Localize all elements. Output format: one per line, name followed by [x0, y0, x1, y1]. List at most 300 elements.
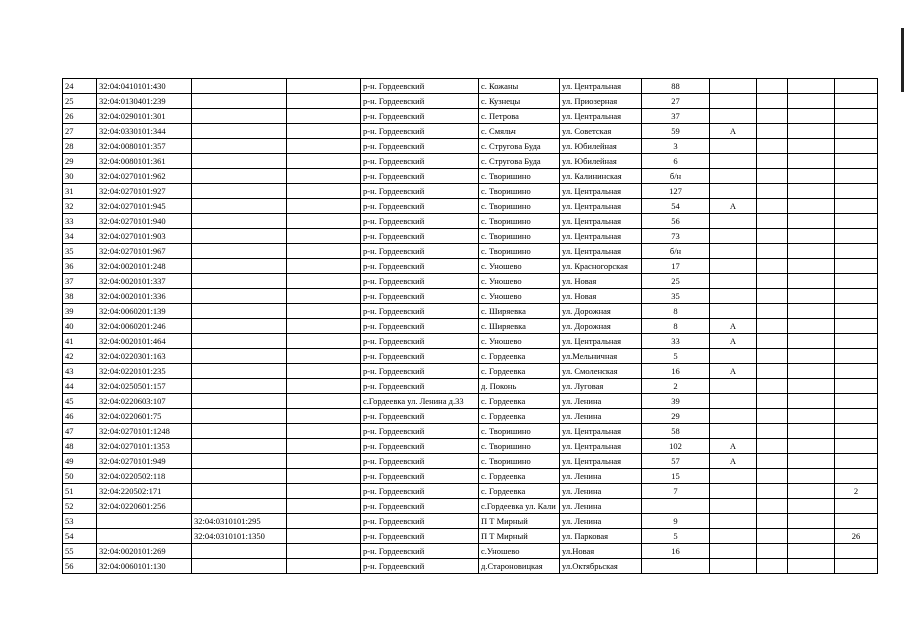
empty-cell — [757, 484, 788, 499]
empty-cell — [287, 289, 361, 304]
row-number: 29 — [63, 154, 97, 169]
row-number: 39 — [63, 304, 97, 319]
empty-cell — [757, 379, 788, 394]
empty-cell — [788, 319, 835, 334]
cadastral-number: 32:04:220502:171 — [97, 484, 192, 499]
empty-cell — [757, 469, 788, 484]
row-number: 42 — [63, 349, 97, 364]
empty-cell — [788, 559, 835, 574]
letter-cell — [710, 424, 757, 439]
locality-cell: с. Творишино — [479, 454, 560, 469]
table-row — [63, 229, 878, 244]
cadastral-number-alt — [192, 559, 287, 574]
cadastral-number-alt — [192, 424, 287, 439]
locality-cell: с. Смяльч — [479, 124, 560, 139]
empty-cell — [287, 364, 361, 379]
table-row — [63, 109, 878, 124]
cadastral-number-alt — [192, 274, 287, 289]
letter-cell — [710, 184, 757, 199]
district-cell: р-н. Гордеевский — [361, 514, 479, 529]
cadastral-number: 32:04:0220603:107 — [97, 394, 192, 409]
cadastral-number-alt — [192, 499, 287, 514]
table-row — [63, 514, 878, 529]
cadastral-number-alt — [192, 484, 287, 499]
row-number: 31 — [63, 184, 97, 199]
street-cell: ул. Центральная — [560, 424, 642, 439]
cadastral-number: 32:04:0080101:361 — [97, 154, 192, 169]
row-number: 27 — [63, 124, 97, 139]
extra-number-cell — [835, 544, 878, 559]
empty-cell — [287, 274, 361, 289]
table-row — [63, 559, 878, 574]
street-cell: ул. Центральная — [560, 244, 642, 259]
empty-cell — [287, 334, 361, 349]
cadastral-number — [97, 529, 192, 544]
cadastral-number-alt — [192, 199, 287, 214]
letter-cell — [710, 304, 757, 319]
empty-cell — [788, 424, 835, 439]
table-row — [63, 394, 878, 409]
empty-cell — [287, 424, 361, 439]
empty-cell — [287, 559, 361, 574]
locality-cell: с. Кузнецы — [479, 94, 560, 109]
letter-cell — [710, 499, 757, 514]
district-cell: р-н. Гордеевский — [361, 379, 479, 394]
empty-cell — [287, 319, 361, 334]
street-cell: ул. Смоленская — [560, 364, 642, 379]
extra-number-cell — [835, 154, 878, 169]
registry-table-body — [63, 79, 878, 574]
table-row — [63, 379, 878, 394]
cadastral-number: 32:04:0270101:949 — [97, 454, 192, 469]
extra-number-cell — [835, 454, 878, 469]
cadastral-number-alt — [192, 544, 287, 559]
district-cell: р-н. Гордеевский — [361, 184, 479, 199]
locality-cell: с. Петрова — [479, 109, 560, 124]
cadastral-number: 32:04:0250501:157 — [97, 379, 192, 394]
house-number-cell: 39 — [642, 394, 710, 409]
empty-cell — [757, 139, 788, 154]
empty-cell — [788, 409, 835, 424]
row-number: 55 — [63, 544, 97, 559]
street-cell: ул. Калининская — [560, 169, 642, 184]
extra-number-cell — [835, 559, 878, 574]
empty-cell — [788, 214, 835, 229]
locality-cell: с. Гордеевка — [479, 469, 560, 484]
district-cell: р-н. Гордеевский — [361, 199, 479, 214]
letter-cell — [710, 349, 757, 364]
district-cell: р-н. Гордеевский — [361, 559, 479, 574]
letter-cell — [710, 379, 757, 394]
empty-cell — [287, 169, 361, 184]
empty-cell — [788, 334, 835, 349]
extra-number-cell — [835, 199, 878, 214]
empty-cell — [788, 109, 835, 124]
empty-cell — [757, 154, 788, 169]
empty-cell — [287, 244, 361, 259]
letter-cell — [710, 514, 757, 529]
empty-cell — [757, 394, 788, 409]
locality-cell: с. Творишино — [479, 214, 560, 229]
house-number-cell: 58 — [642, 424, 710, 439]
empty-cell — [287, 154, 361, 169]
street-cell: ул. Центральная — [560, 214, 642, 229]
district-cell: р-н. Гордеевский — [361, 454, 479, 469]
street-cell: ул. Юбилейная — [560, 154, 642, 169]
empty-cell — [757, 319, 788, 334]
empty-cell — [788, 169, 835, 184]
cadastral-number-alt — [192, 409, 287, 424]
street-cell: ул. Дорожная — [560, 319, 642, 334]
house-number-cell: 9 — [642, 514, 710, 529]
empty-cell — [287, 109, 361, 124]
house-number-cell: 33 — [642, 334, 710, 349]
house-number-cell: 88 — [642, 79, 710, 94]
house-number-cell: 127 — [642, 184, 710, 199]
locality-cell: с. Творишино — [479, 424, 560, 439]
extra-number-cell — [835, 499, 878, 514]
empty-cell — [757, 79, 788, 94]
street-cell: ул. Центральная — [560, 184, 642, 199]
cadastral-number: 32:04:0220601:256 — [97, 499, 192, 514]
locality-cell: с. Струговa Буда — [479, 154, 560, 169]
cadastral-number: 32:04:0220601:75 — [97, 409, 192, 424]
street-cell: ул. Новая — [560, 289, 642, 304]
cadastral-number-alt — [192, 124, 287, 139]
house-number-cell: 5 — [642, 529, 710, 544]
cadastral-number: 32:04:0270101:945 — [97, 199, 192, 214]
empty-cell — [757, 454, 788, 469]
empty-cell — [757, 544, 788, 559]
street-cell: ул. Новая — [560, 274, 642, 289]
table-row — [63, 409, 878, 424]
letter-cell — [710, 79, 757, 94]
row-number: 26 — [63, 109, 97, 124]
cadastral-number-alt — [192, 109, 287, 124]
cadastral-number: 32:04:0020101:337 — [97, 274, 192, 289]
street-cell: ул. Советская — [560, 124, 642, 139]
empty-cell — [287, 529, 361, 544]
row-number: 24 — [63, 79, 97, 94]
table-row — [63, 124, 878, 139]
extra-number-cell — [835, 259, 878, 274]
house-number-cell — [642, 499, 710, 514]
locality-cell: с. Гордеевка — [479, 484, 560, 499]
cadastral-number: 32:04:0270101:927 — [97, 184, 192, 199]
district-cell: р-н. Гордеевский — [361, 139, 479, 154]
cadastral-number: 32:04:0020101:336 — [97, 289, 192, 304]
extra-number-cell — [835, 229, 878, 244]
cadastral-number: 32:04:0220502:118 — [97, 469, 192, 484]
district-cell: р-н. Гордеевский — [361, 79, 479, 94]
empty-cell — [757, 349, 788, 364]
cadastral-number: 32:04:0270101:1353 — [97, 439, 192, 454]
house-number-cell: 6 — [642, 154, 710, 169]
district-cell: р-н. Гордеевский — [361, 169, 479, 184]
house-number-cell: 25 — [642, 274, 710, 289]
table-row — [63, 274, 878, 289]
letter-cell — [710, 394, 757, 409]
page-edge-mark — [901, 28, 904, 92]
district-cell: р-н. Гордеевский — [361, 484, 479, 499]
empty-cell — [757, 229, 788, 244]
empty-cell — [757, 184, 788, 199]
row-number: 32 — [63, 199, 97, 214]
row-number: 49 — [63, 454, 97, 469]
extra-number-cell — [835, 124, 878, 139]
empty-cell — [757, 334, 788, 349]
extra-number-cell — [835, 379, 878, 394]
extra-number-cell — [835, 139, 878, 154]
row-number: 48 — [63, 439, 97, 454]
house-number-cell: 7 — [642, 484, 710, 499]
cadastral-number: 32:04:0060201:139 — [97, 304, 192, 319]
locality-cell: с. Творишино — [479, 229, 560, 244]
table-row — [63, 319, 878, 334]
cadastral-number-alt — [192, 469, 287, 484]
empty-cell — [757, 169, 788, 184]
row-number: 51 — [63, 484, 97, 499]
cadastral-number-alt — [192, 214, 287, 229]
street-cell: ул. Центральная — [560, 439, 642, 454]
row-number: 41 — [63, 334, 97, 349]
house-number-cell: б/н — [642, 244, 710, 259]
house-number-cell: 54 — [642, 199, 710, 214]
empty-cell — [788, 499, 835, 514]
letter-cell — [710, 409, 757, 424]
empty-cell — [287, 454, 361, 469]
street-cell: ул. Ленина — [560, 409, 642, 424]
empty-cell — [757, 514, 788, 529]
row-number: 56 — [63, 559, 97, 574]
empty-cell — [287, 199, 361, 214]
street-cell: ул. Приозерная — [560, 94, 642, 109]
street-cell: ул. Центральная — [560, 334, 642, 349]
cadastral-number-alt — [192, 259, 287, 274]
cadastral-number-alt — [192, 304, 287, 319]
row-number: 45 — [63, 394, 97, 409]
locality-cell: с. Гордеевка — [479, 409, 560, 424]
letter-cell — [710, 259, 757, 274]
cadastral-number: 32:04:0270101:962 — [97, 169, 192, 184]
letter-cell: А — [710, 124, 757, 139]
district-cell: р-н. Гордеевский — [361, 214, 479, 229]
empty-cell — [287, 379, 361, 394]
table-row — [63, 364, 878, 379]
table-row — [63, 154, 878, 169]
cadastral-number: 32:04:0060201:246 — [97, 319, 192, 334]
cadastral-number: 32:04:0410101:430 — [97, 79, 192, 94]
district-cell: р-н. Гордеевский — [361, 469, 479, 484]
table-row — [63, 529, 878, 544]
empty-cell — [788, 289, 835, 304]
house-number-cell: 73 — [642, 229, 710, 244]
empty-cell — [788, 154, 835, 169]
empty-cell — [788, 529, 835, 544]
letter-cell — [710, 214, 757, 229]
empty-cell — [788, 94, 835, 109]
cadastral-number-alt — [192, 349, 287, 364]
cadastral-number-alt — [192, 454, 287, 469]
empty-cell — [757, 424, 788, 439]
extra-number-cell — [835, 109, 878, 124]
empty-cell — [788, 544, 835, 559]
table-row — [63, 349, 878, 364]
cadastral-number: 32:04:0020101:248 — [97, 259, 192, 274]
district-cell: р-н. Гордеевский — [361, 424, 479, 439]
house-number-cell: 2 — [642, 379, 710, 394]
district-cell: р-н. Гордеевский — [361, 244, 479, 259]
empty-cell — [788, 394, 835, 409]
letter-cell — [710, 229, 757, 244]
row-number: 25 — [63, 94, 97, 109]
locality-cell: с. Ширяевка — [479, 319, 560, 334]
empty-cell — [788, 379, 835, 394]
extra-number-cell: 2 — [835, 484, 878, 499]
cadastral-number: 32:04:0270101:967 — [97, 244, 192, 259]
row-number: 30 — [63, 169, 97, 184]
empty-cell — [757, 259, 788, 274]
extra-number-cell — [835, 244, 878, 259]
empty-cell — [788, 439, 835, 454]
empty-cell — [287, 184, 361, 199]
empty-cell — [287, 304, 361, 319]
cadastral-number-alt — [192, 79, 287, 94]
street-cell: ул. Юбилейная — [560, 139, 642, 154]
empty-cell — [287, 469, 361, 484]
empty-cell — [788, 184, 835, 199]
empty-cell — [287, 139, 361, 154]
cadastral-number: 32:04:0020101:464 — [97, 334, 192, 349]
letter-cell: А — [710, 454, 757, 469]
empty-cell — [757, 439, 788, 454]
cadastral-number-alt — [192, 394, 287, 409]
street-cell: ул.Новая — [560, 544, 642, 559]
street-cell: ул. Ленина — [560, 469, 642, 484]
letter-cell — [710, 529, 757, 544]
street-cell: ул.Октябрьская — [560, 559, 642, 574]
locality-cell: с. Уношево — [479, 259, 560, 274]
empty-cell — [788, 274, 835, 289]
extra-number-cell — [835, 409, 878, 424]
house-number-cell: 15 — [642, 469, 710, 484]
house-number-cell: 59 — [642, 124, 710, 139]
cadastral-number: 32:04:0290101:301 — [97, 109, 192, 124]
house-number-cell: 8 — [642, 319, 710, 334]
district-cell: р-н. Гордеевский — [361, 334, 479, 349]
cadastral-number: 32:04:0330101:344 — [97, 124, 192, 139]
district-cell: р-н. Гордеевский — [361, 319, 479, 334]
cadastral-number-alt — [192, 169, 287, 184]
table-row — [63, 184, 878, 199]
letter-cell — [710, 244, 757, 259]
extra-number-cell — [835, 79, 878, 94]
district-cell: р-н. Гордеевский — [361, 304, 479, 319]
house-number-cell: 102 — [642, 439, 710, 454]
empty-cell — [757, 409, 788, 424]
table-row — [63, 199, 878, 214]
empty-cell — [287, 499, 361, 514]
extra-number-cell — [835, 469, 878, 484]
house-number-cell — [642, 559, 710, 574]
table-row — [63, 469, 878, 484]
extra-number-cell — [835, 439, 878, 454]
empty-cell — [757, 274, 788, 289]
empty-cell — [757, 199, 788, 214]
table-row — [63, 169, 878, 184]
district-cell: р-н. Гордеевский — [361, 349, 479, 364]
letter-cell — [710, 559, 757, 574]
empty-cell — [287, 394, 361, 409]
cadastral-number: 32:04:0220301:163 — [97, 349, 192, 364]
table-row — [63, 304, 878, 319]
row-number: 37 — [63, 274, 97, 289]
locality-cell: с. Струговa Буда — [479, 139, 560, 154]
row-number: 40 — [63, 319, 97, 334]
table-row — [63, 259, 878, 274]
row-number: 52 — [63, 499, 97, 514]
row-number: 53 — [63, 514, 97, 529]
extra-number-cell — [835, 319, 878, 334]
empty-cell — [287, 214, 361, 229]
empty-cell — [788, 124, 835, 139]
house-number-cell: 27 — [642, 94, 710, 109]
house-number-cell: 56 — [642, 214, 710, 229]
empty-cell — [287, 484, 361, 499]
extra-number-cell — [835, 94, 878, 109]
locality-cell: П Т Мирный — [479, 529, 560, 544]
letter-cell: А — [710, 364, 757, 379]
empty-cell — [287, 439, 361, 454]
table-row — [63, 244, 878, 259]
table-row — [63, 424, 878, 439]
empty-cell — [788, 229, 835, 244]
table-row — [63, 79, 878, 94]
street-cell: ул. Центральная — [560, 199, 642, 214]
table-row — [63, 334, 878, 349]
extra-number-cell — [835, 304, 878, 319]
letter-cell — [710, 274, 757, 289]
locality-cell: с. Творишино — [479, 439, 560, 454]
street-cell: ул. Центральная — [560, 79, 642, 94]
district-cell: р-н. Гордеевский — [361, 124, 479, 139]
empty-cell — [757, 364, 788, 379]
cadastral-number — [97, 514, 192, 529]
cadastral-number: 32:04:0220101:235 — [97, 364, 192, 379]
letter-cell: А — [710, 439, 757, 454]
table-row — [63, 289, 878, 304]
house-number-cell: б/н — [642, 169, 710, 184]
district-cell: р-н. Гордеевский — [361, 289, 479, 304]
table-row — [63, 484, 878, 499]
locality-cell: с. Уношево — [479, 289, 560, 304]
letter-cell — [710, 289, 757, 304]
table-row — [63, 214, 878, 229]
letter-cell: А — [710, 334, 757, 349]
cadastral-number: 32:04:0130401:239 — [97, 94, 192, 109]
extra-number-cell — [835, 349, 878, 364]
house-number-cell: 57 — [642, 454, 710, 469]
district-cell: р-н. Гордеевский — [361, 409, 479, 424]
cadastral-number-alt — [192, 244, 287, 259]
district-cell: р-н. Гордеевский — [361, 274, 479, 289]
cadastral-number: 32:04:0270101:1248 — [97, 424, 192, 439]
letter-cell — [710, 169, 757, 184]
empty-cell — [287, 94, 361, 109]
empty-cell — [287, 124, 361, 139]
locality-cell: с.Уношево — [479, 544, 560, 559]
empty-cell — [788, 259, 835, 274]
